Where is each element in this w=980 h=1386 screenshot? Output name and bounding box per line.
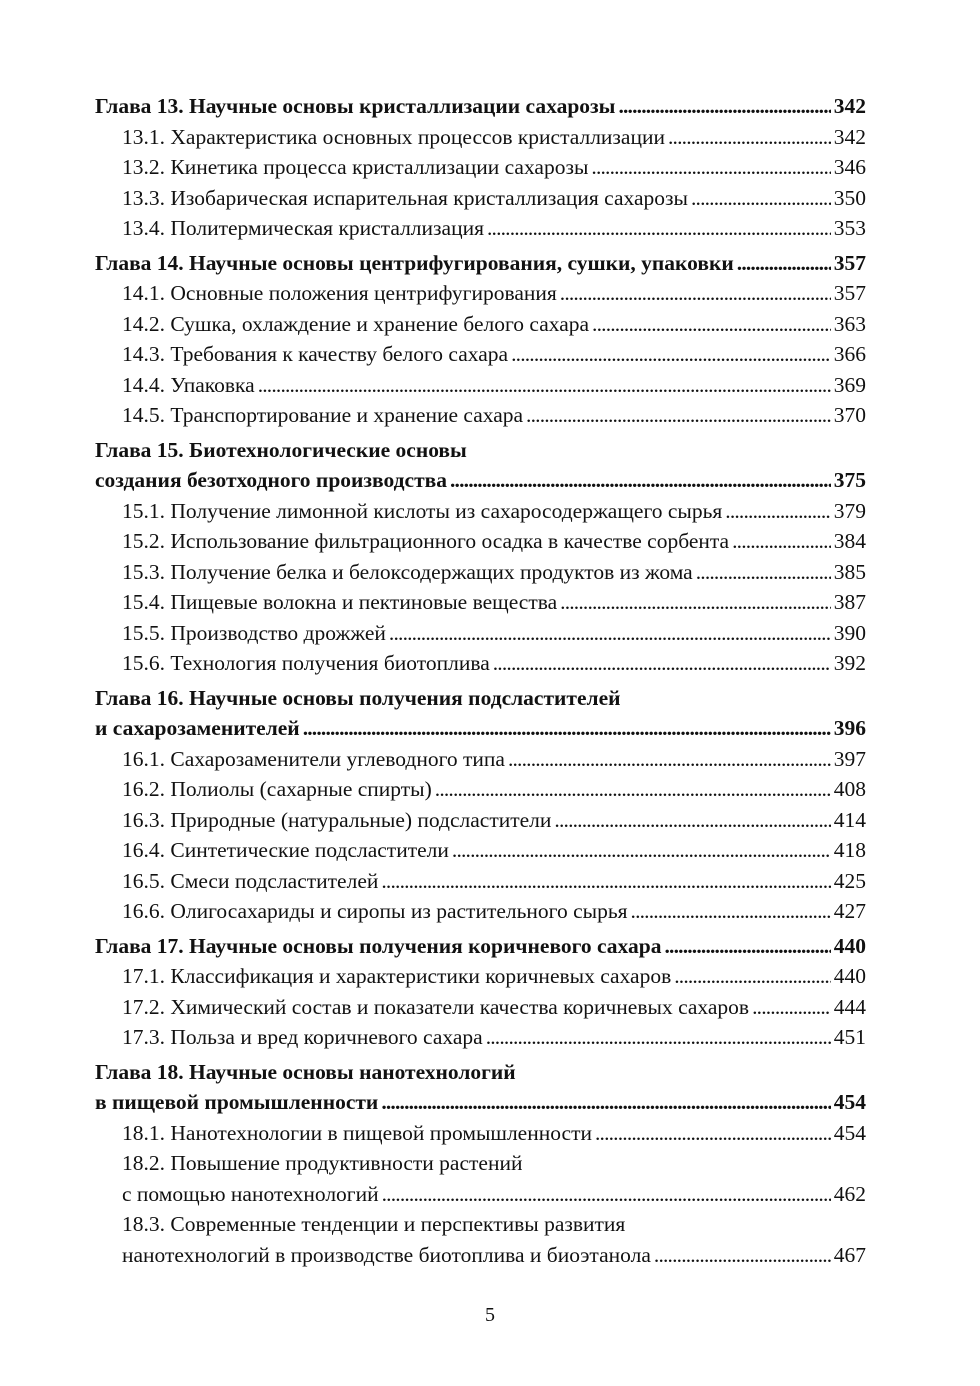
section-entry-title: с помощью нанотехнологий <box>122 1181 379 1206</box>
section-entry-page: 369 <box>833 372 866 397</box>
section-entry-page: 427 <box>833 899 866 923</box>
section-entry[interactable] <box>95 496 866 527</box>
section-entry-title: 13.3. Изобарическая испарительная кристаллизация сахарозы <box>122 185 688 210</box>
dot-leader <box>560 278 831 309</box>
section-entry-title: 15.5. Производство дрожжей <box>122 620 386 645</box>
section-entry-page: 370 <box>833 403 866 427</box>
section-entry[interactable] <box>95 213 866 244</box>
section-entry-page: 467 <box>833 1242 866 1267</box>
chapter-heading[interactable] <box>95 465 866 496</box>
dot-leader <box>737 248 831 279</box>
dot-leader <box>303 713 831 744</box>
section-entry[interactable] <box>95 1179 866 1210</box>
section-entry[interactable] <box>95 557 866 588</box>
chapter-heading-page: 396 <box>833 716 866 740</box>
section-entry-title: 13.4. Политермическая кристаллизация <box>122 216 484 240</box>
section-entry-title: 16.1. Сахарозаменители углеводного типа <box>122 746 505 771</box>
chapter-heading-title: Глава 17. Научные основы получения коричневого сахара <box>95 933 662 958</box>
section-entry-title: 16.6. Олигосахариды и сиропы из растительного сырья <box>122 899 628 923</box>
section-entry-page: 440 <box>833 964 866 988</box>
chapter-heading-page: 342 <box>833 94 866 118</box>
dot-leader <box>435 774 831 805</box>
dot-leader <box>560 587 831 618</box>
section-entry[interactable] <box>95 339 866 370</box>
section-entry-page: 418 <box>833 838 866 862</box>
section-entry[interactable] <box>95 526 866 557</box>
section-entry-title: 14.1. Основные положения центрифугирования <box>122 281 557 305</box>
dot-leader <box>591 152 830 183</box>
chapter-block <box>95 435 866 679</box>
section-entry-page: 384 <box>833 529 866 553</box>
chapter-heading-page: 357 <box>833 250 866 275</box>
section-entry[interactable] <box>95 1148 866 1179</box>
chapter-heading-title: в пищевой промышленности <box>95 1090 379 1114</box>
chapter-heading[interactable] <box>95 435 866 466</box>
dot-leader <box>725 496 830 527</box>
dot-leader <box>487 213 831 244</box>
section-entry-title: 13.2. Кинетика процесса кристаллизации сахарозы <box>122 155 589 179</box>
dot-leader <box>691 183 831 214</box>
section-entry[interactable] <box>95 183 866 214</box>
section-entry[interactable] <box>95 1022 866 1053</box>
chapter-heading[interactable] <box>95 683 866 714</box>
section-entry-title: 13.1. Характеристика основных процессов кристаллизации <box>122 124 665 149</box>
section-entry[interactable] <box>95 370 866 401</box>
dot-leader <box>668 122 831 153</box>
section-entry-title: 17.3. Польза и вред коричневого сахара <box>122 1025 483 1049</box>
section-entry-title: 15.2. Использование фильтрационного осадка в качестве сорбента <box>122 529 730 553</box>
chapter-heading[interactable] <box>95 931 866 962</box>
chapter-heading-title: и сахарозаменителей <box>95 716 300 740</box>
chapter-heading-page: 454 <box>833 1090 866 1114</box>
section-entry-page: 408 <box>833 777 866 801</box>
section-entry[interactable] <box>95 400 866 431</box>
section-entry[interactable] <box>95 992 866 1023</box>
page-number: 5 <box>485 1304 495 1326</box>
dot-leader <box>674 961 831 992</box>
section-entry-title: 16.4. Синтетические подсластители <box>122 838 449 862</box>
chapter-heading-title: Глава 14. Научные основы центрифугирования, сушки, упаковки <box>95 250 734 275</box>
dot-leader <box>381 866 830 897</box>
dot-leader <box>493 648 831 679</box>
section-entry-page: 346 <box>833 155 866 179</box>
section-entry-page: 357 <box>833 281 866 305</box>
dot-leader <box>450 465 831 496</box>
dot-leader <box>486 1022 831 1053</box>
section-entry-page: 444 <box>833 994 866 1019</box>
chapter-block <box>95 248 866 431</box>
section-entry[interactable] <box>95 896 866 927</box>
dot-leader <box>526 400 831 431</box>
section-entry-page: 397 <box>833 746 866 771</box>
section-entry-title: 14.4. Упаковка <box>122 372 255 397</box>
dot-leader <box>654 1240 831 1271</box>
section-entry-page: 425 <box>833 868 866 893</box>
chapter-heading-title: Глава 18. Научные основы нанотехнологий <box>95 1059 516 1084</box>
section-entry-title: 16.2. Полиолы (сахарные спирты) <box>122 777 432 801</box>
section-entry[interactable] <box>95 122 866 153</box>
section-entry[interactable] <box>95 648 866 679</box>
section-entry-title: 18.3. Современные тенденции и перспективы развития <box>122 1212 626 1236</box>
chapter-heading-title: Глава 15. Биотехнологические основы <box>95 437 467 462</box>
section-entry[interactable] <box>95 805 866 836</box>
section-entry-title: 15.3. Получение белка и белоксодержащих продуктов из жома <box>122 559 693 584</box>
section-entry-title: нанотехнологий в производстве биотоплива и биоэтанола <box>122 1242 651 1267</box>
dot-leader <box>389 618 831 649</box>
section-entry-page: 462 <box>833 1181 866 1206</box>
chapter-heading-page: 440 <box>833 933 866 958</box>
chapter-heading-title: Глава 13. Научные основы кристаллизации сахарозы <box>95 94 616 118</box>
section-entry-page: 379 <box>833 498 866 523</box>
section-entry-page: 350 <box>833 185 866 210</box>
dot-leader <box>696 557 831 588</box>
dot-leader <box>595 1118 831 1149</box>
section-entry-title: 17.1. Классификация и характеристики коричневых сахаров <box>122 964 672 988</box>
section-entry-page: 366 <box>833 342 866 366</box>
section-entry-page: 390 <box>833 620 866 645</box>
section-entry[interactable] <box>95 618 866 649</box>
chapter-block <box>95 1057 866 1271</box>
section-entry-title: 14.3. Требования к качеству белого сахара <box>122 342 509 366</box>
section-entry-title: 15.1. Получение лимонной кислоты из сахаросодержащего сырья <box>122 498 723 523</box>
dot-leader <box>554 805 830 836</box>
section-entry[interactable] <box>95 774 866 805</box>
table-of-contents <box>95 91 866 1270</box>
dot-leader <box>592 309 831 340</box>
section-entry[interactable] <box>95 587 866 618</box>
section-entry-page: 387 <box>833 590 866 614</box>
section-entry[interactable] <box>95 278 866 309</box>
chapter-heading-title: создания безотходного производства <box>95 468 447 492</box>
section-entry[interactable] <box>95 152 866 183</box>
section-entry-title: 14.2. Сушка, охлаждение и хранение белого сахара <box>122 311 590 336</box>
section-entry[interactable] <box>95 1118 866 1149</box>
section-entry-title: 17.2. Химический состав и показатели качества коричневых сахаров <box>122 994 750 1019</box>
section-entry-page: 385 <box>833 559 866 584</box>
section-entry[interactable] <box>95 961 866 992</box>
section-entry-page: 451 <box>833 1025 866 1049</box>
section-entry-page: 454 <box>833 1120 866 1145</box>
chapter-heading[interactable] <box>95 1087 866 1118</box>
chapter-heading-title: Глава 16. Научные основы получения подсластителей <box>95 685 621 710</box>
section-entry[interactable] <box>95 1240 866 1271</box>
section-entry-title: 15.6. Технология получения биотоплива <box>122 651 490 675</box>
section-entry-title: 14.5. Транспортирование и хранение сахара <box>122 403 524 427</box>
dot-leader <box>631 896 831 927</box>
dot-leader <box>618 91 830 122</box>
chapter-heading[interactable] <box>95 248 866 279</box>
section-entry-title: 16.5. Смеси подсластителей <box>122 868 379 893</box>
chapter-block <box>95 931 866 1053</box>
chapter-block <box>95 683 866 927</box>
section-entry-title: 18.1. Нанотехнологии в пищевой промышленности <box>122 1120 592 1145</box>
section-entry-page: 392 <box>833 651 866 675</box>
dot-leader <box>382 1179 831 1210</box>
dot-leader <box>258 370 831 401</box>
dot-leader <box>508 744 831 775</box>
section-entry-page: 342 <box>833 124 866 149</box>
section-entry[interactable] <box>95 866 866 897</box>
chapter-block <box>95 91 866 244</box>
dot-leader <box>511 339 831 370</box>
dot-leader <box>381 1087 830 1118</box>
dot-leader <box>665 931 831 962</box>
dot-leader <box>752 992 831 1023</box>
chapter-heading[interactable] <box>95 1057 866 1088</box>
dot-leader <box>732 526 831 557</box>
section-entry-title: 16.3. Природные (натуральные) подсластители <box>122 807 552 832</box>
chapter-heading[interactable] <box>95 713 866 744</box>
section-entry-page: 363 <box>833 311 866 336</box>
chapter-heading-page: 375 <box>833 468 866 492</box>
chapter-heading[interactable] <box>95 91 866 122</box>
dot-leader <box>452 835 831 866</box>
section-entry[interactable] <box>95 835 866 866</box>
section-entry-title: 18.2. Повышение продуктивности растений <box>122 1151 523 1175</box>
section-entry[interactable] <box>95 744 866 775</box>
section-entry[interactable] <box>95 1209 866 1240</box>
section-entry-title: 15.4. Пищевые волокна и пектиновые вещества <box>122 590 558 614</box>
section-entry-page: 353 <box>833 216 866 240</box>
section-entry-page: 414 <box>833 807 866 832</box>
section-entry[interactable] <box>95 309 866 340</box>
